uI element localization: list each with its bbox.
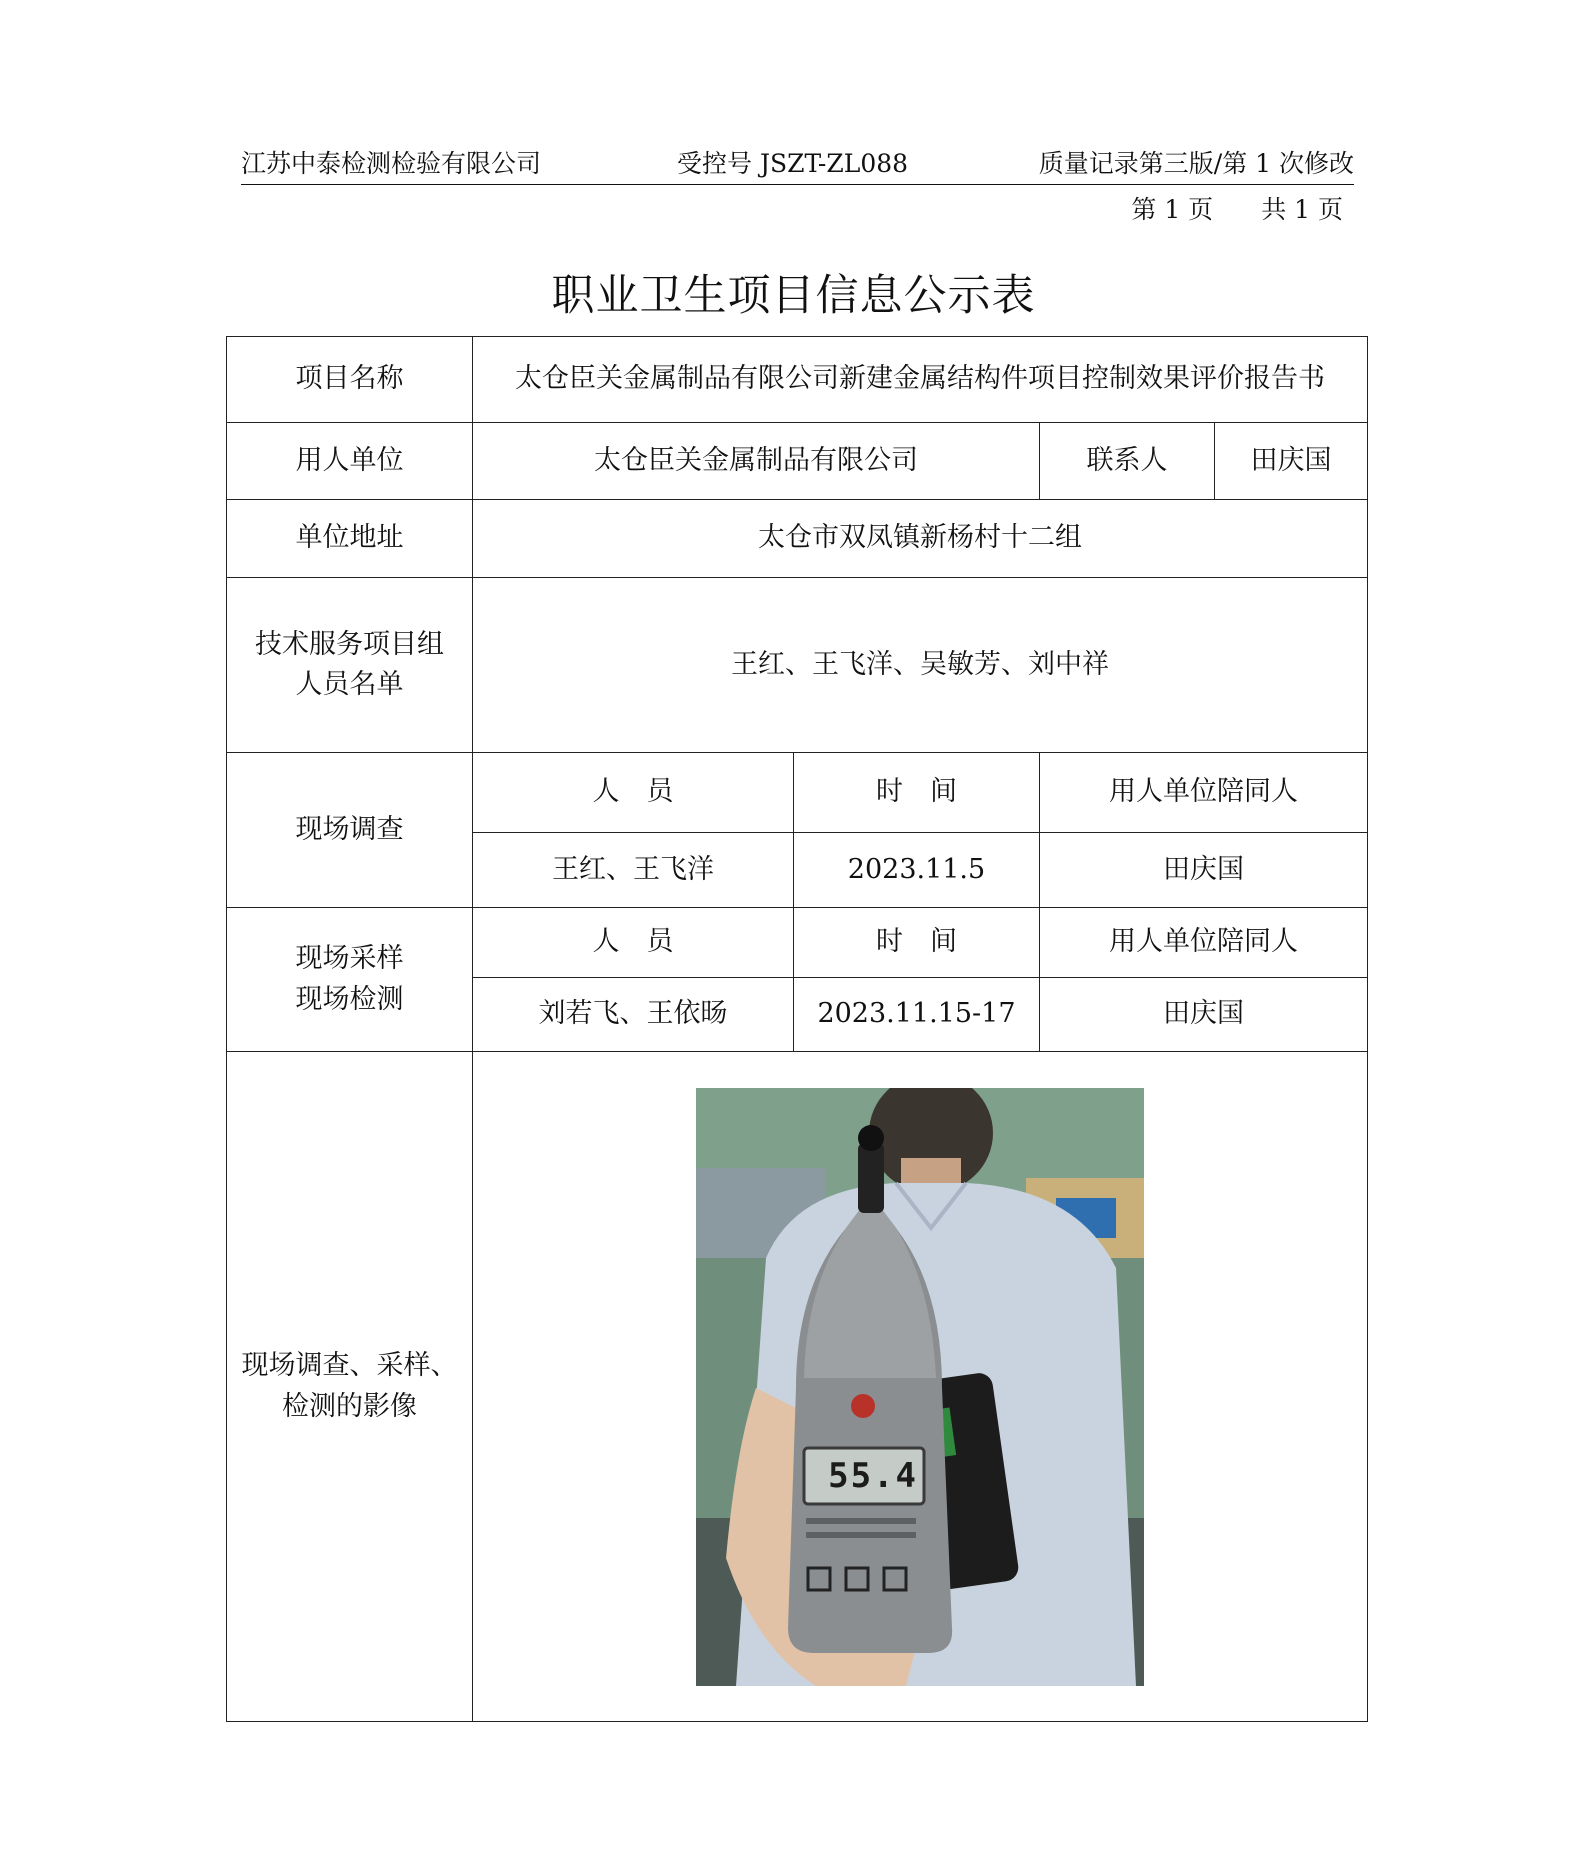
survey-col-escort: 用人单位陪同人 — [1040, 753, 1368, 833]
address-label: 单位地址 — [227, 500, 473, 578]
contact-label: 联系人 — [1040, 423, 1215, 500]
employer-label: 用人单位 — [227, 423, 473, 500]
contact-value: 田庆国 — [1215, 423, 1368, 500]
page-total: 共 1 页 — [1261, 195, 1343, 224]
row-team — [227, 578, 1368, 753]
survey-col-people: 人 员 — [473, 753, 794, 833]
images-label — [227, 1052, 473, 1722]
survey-people: 王红、王飞洋 — [473, 833, 794, 908]
survey-time: 2023.11.5 — [794, 833, 1040, 908]
row-images — [227, 1052, 1368, 1722]
project-name-value: 太仓臣关金属制品有限公司新建金属结构件项目控制效果评价报告书 — [473, 337, 1368, 423]
page-current: 第 1 页 — [1131, 195, 1214, 224]
sampling-escort: 田庆国 — [1040, 978, 1368, 1052]
info-table — [226, 336, 1368, 1722]
survey-escort: 田庆国 — [1040, 833, 1368, 908]
row-project-name — [227, 337, 1368, 423]
images-label-line1: 现场调查、采样、 — [241, 1350, 458, 1381]
team-label-line1: 技术服务项目组 — [255, 628, 444, 660]
sampling-col-people: 人 员 — [473, 908, 794, 978]
sampling-label-line2: 现场检测 — [295, 983, 404, 1015]
team-label — [227, 578, 473, 753]
quality-record-version: 质量记录第三版/第 1 次修改 — [1038, 149, 1354, 178]
sampling-col-time: 时 间 — [794, 908, 1040, 978]
sampling-people: 刘若飞、王依旸 — [473, 978, 794, 1052]
company-name: 江苏中泰检测检验有限公司 — [241, 149, 542, 178]
row-sampling-header — [227, 908, 1368, 978]
control-number: 受控号 JSZT-ZL088 — [677, 149, 909, 178]
row-address — [227, 500, 1368, 578]
sampling-col-escort: 用人单位陪同人 — [1040, 908, 1368, 978]
sampling-time: 2023.11.15-17 — [794, 978, 1040, 1052]
page-number — [1123, 190, 1343, 226]
sampling-label — [227, 908, 473, 1052]
project-name-label: 项目名称 — [227, 337, 473, 423]
site-photo-illustration — [696, 1088, 1144, 1686]
survey-col-time: 时 间 — [794, 753, 1040, 833]
employer-value: 太仓臣关金属制品有限公司 — [473, 423, 1040, 500]
document-header — [241, 144, 1354, 185]
sampling-label-line1: 现场采样 — [295, 943, 404, 974]
form-title: 职业卫生项目信息公示表 — [551, 271, 1036, 321]
row-survey-header — [227, 753, 1368, 833]
site-photo — [696, 1088, 1144, 1686]
row-employer — [227, 423, 1368, 500]
team-label-line2: 人员名单 — [295, 669, 404, 700]
images-cell — [473, 1052, 1368, 1722]
survey-label: 现场调查 — [227, 753, 473, 908]
meter-reading: 55.4 — [828, 1455, 918, 1496]
team-value: 王红、王飞洋、吴敏芳、刘中祥 — [473, 578, 1368, 753]
images-label-line2: 检测的影像 — [282, 1390, 417, 1422]
address-value: 太仓市双凤镇新杨村十二组 — [473, 500, 1368, 578]
